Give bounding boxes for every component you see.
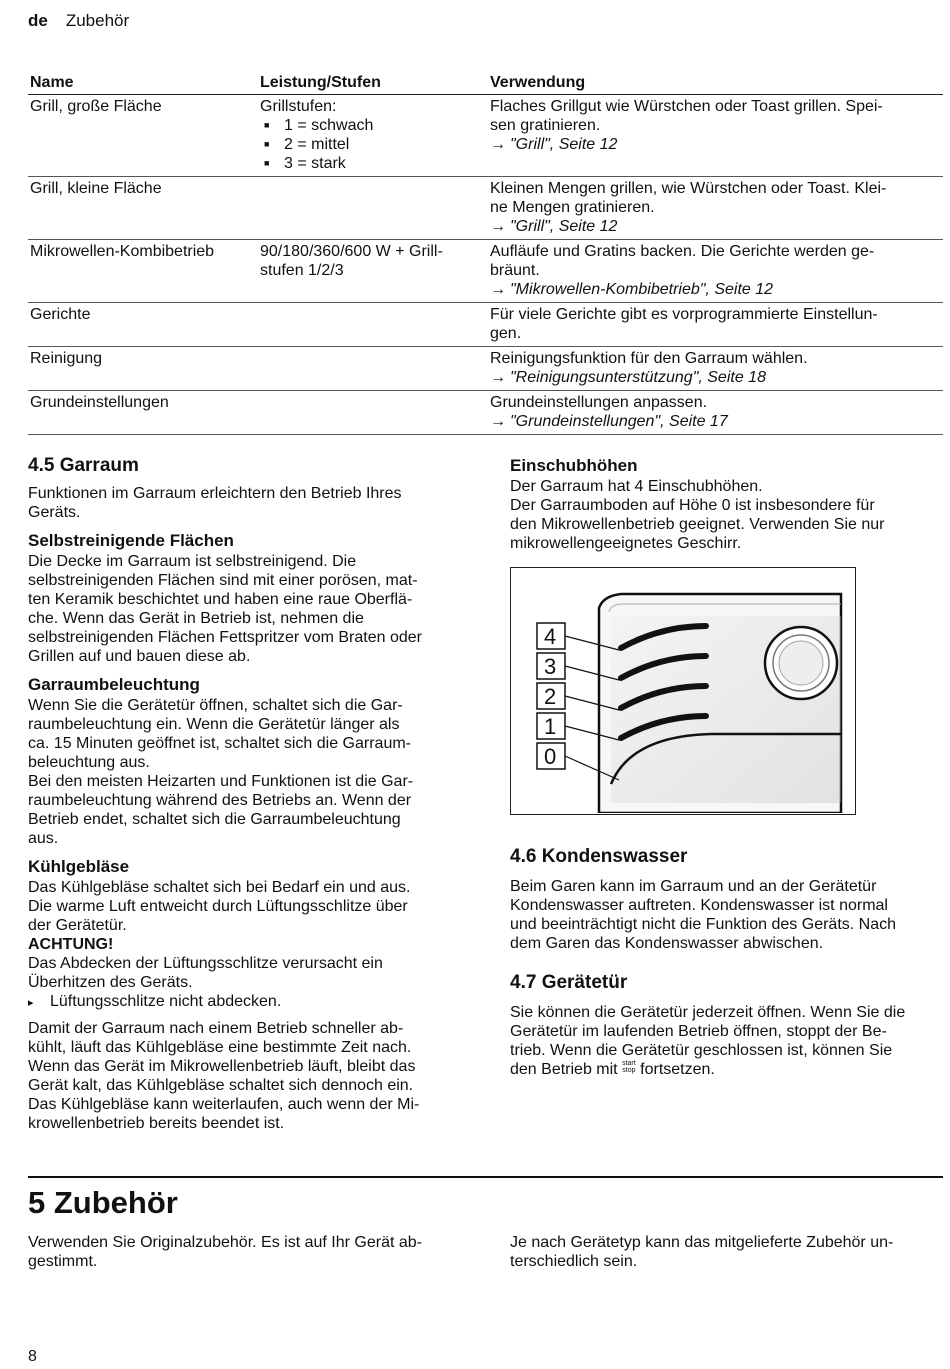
arrow-right-icon: → [490,413,506,430]
page-number: 8 [28,1348,37,1365]
text-line: Kondenswasser auftreten. Kondenswasser ist normal [510,897,888,914]
reference-text: "Mikrowellen-Kombibetrieb", Seite 12 [510,281,774,298]
text-line: mikrowellengeeignetes Geschirr. [510,535,742,552]
table-row [28,177,943,240]
text-line: Das Kühlgebläse schaltet sich bei Bedarf ein und aus. [28,879,411,896]
text-line: Gerätetür im laufenden Betrieb öffnen, stoppt der Be- [510,1023,887,1040]
rack-level-label: 0 [544,744,557,769]
list-item: ■ 3 = stark [264,154,490,173]
rack-level-label: 2 [544,684,557,709]
use-line: Reinigungsfunktion für den Garraum wählen. [490,350,808,367]
cross-reference[interactable] [490,280,943,299]
chapter-left-text [28,1233,468,1271]
chapter-right-text [510,1233,950,1271]
text-line: Beim Garen kann im Garraum und an der Gerätetür [510,878,877,895]
text-line: raumbeleuchtung ein. Wenn die Gerätetür länger als [28,716,400,733]
row-use [490,349,943,387]
power-line: 90/180/360/600 W + Grill- [260,243,443,260]
cooling-fan-title: Kühlgebläse [28,857,130,876]
row-use [490,179,943,236]
text-line: dem Garen das Kondenswasser abwischen. [510,935,824,952]
text-line: Geräts. [28,504,81,521]
text-line: Wenn das Gerät im Mikrowellenbetrieb läuft, bleibt das [28,1058,416,1075]
warning-label: ACHTUNG! [28,936,114,953]
cross-reference[interactable] [490,368,943,387]
right-column [510,455,950,553]
column-header-use: Verwendung [490,74,586,91]
row-power [260,179,490,236]
warning-step: ▸ Lüftungsschlitze nicht abdecken. [28,992,468,1013]
text-line: Der Garraumboden auf Höhe 0 ist insbesondere für [510,497,875,514]
section-4-7-title: 4.7 Gerätetür [510,972,628,993]
row-use [490,393,943,431]
use-line: gen. [490,325,522,342]
reference-text: "Grill", Seite 12 [510,218,618,235]
text-line: beleuchtung aus. [28,754,150,771]
column-header-power: Leistung/Stufen [260,74,381,91]
table-row [28,95,943,177]
page-header [28,11,129,31]
text-line: Bei den meisten Heizarten und Funktionen ist die Gar- [28,773,414,790]
text-fragment: fortsetzen. [640,1061,715,1078]
use-line: Grundeinstellungen anpassen. [490,394,708,411]
rack-level-label: 3 [544,654,557,679]
text-line: Das Kühlgebläse kann weiterlaufen, auch wenn der Mi- [28,1096,420,1113]
text-line: und beeinträchtigt nicht die Funktion des Geräts. Nach [510,916,896,933]
text-line: Überhitzen des Geräts. [28,974,193,991]
language-code: de [28,11,48,30]
list-item: ■ 2 = mittel [264,135,490,154]
text-line: raumbeleuchtung während des Betriebs an. Wenn der [28,792,412,809]
column-header-name: Name [30,74,74,91]
row-name: Gerichte [30,306,91,323]
table-row [28,303,943,347]
reference-text: "Grill", Seite 12 [510,136,618,153]
row-name: Grill, große Fläche [30,98,162,115]
arrow-right-icon: → [490,281,506,298]
table-row [28,240,943,303]
text-line: den Mikrowellenbetrieb geeignet. Verwenden Sie nur [510,516,885,533]
row-power [260,393,490,431]
reference-text: "Reinigungsunterstützung", Seite 18 [510,369,766,386]
text-line: terschiedlich sein. [510,1253,638,1270]
row-power [260,97,490,173]
text-line: Wenn Sie die Gerätetür öffnen, schaltet sich die Gar- [28,697,403,714]
row-power [260,349,490,387]
row-name: Grundeinstellungen [30,394,169,411]
rack-level-label: 4 [544,624,557,649]
use-line: Für viele Gerichte gibt es vorprogrammierte Einstellun- [490,306,878,323]
text-line: Grillen auf und bauen diese ab. [28,648,251,665]
arrow-right-icon: → [490,369,506,386]
power-label: Grillstufen: [260,98,337,115]
text-line: trieb. Wenn die Gerätetür geschlossen ist, können Sie [510,1042,893,1059]
use-line: sen gratinieren. [490,117,601,134]
reference-text: "Grundeinstellungen", Seite 17 [510,413,728,430]
header-title: Zubehör [65,11,130,30]
use-line: bräunt. [490,262,540,279]
section-4-6-title: 4.6 Kondenswasser [510,846,688,867]
text-line: Damit der Garraum nach einem Betrieb schneller ab- [28,1020,404,1037]
text-line: selbstreinigenden Flächen Fettspritzer vom Braten oder [28,629,422,646]
text-line: Die Decke im Garraum ist selbstreinigend. Die [28,553,357,570]
row-name: Mikrowellen-Kombibetrieb [30,243,215,260]
oven-rack-levels-figure [510,567,856,815]
self-cleaning-title: Selbstreinigende Flächen [28,531,234,550]
arrow-right-icon: → [490,136,506,153]
text-line: Verwenden Sie Originalzubehör. Es ist auf Ihr Gerät ab- [28,1234,422,1251]
functions-table [28,70,943,435]
use-line: Aufläufe und Gratins backen. Die Gerichte werden ge- [490,243,875,260]
text-line: Je nach Gerätetyp kann das mitgelieferte Zubehör un- [510,1234,894,1251]
row-name: Grill, kleine Fläche [30,180,162,197]
text-line: Gerät kalt, das Kühlgebläse schaltet sich dennoch ein. [28,1077,414,1094]
oven-cavity-illustration [511,568,854,813]
grill-levels-list [260,116,490,173]
text-line: Der Garraum hat 4 Einschubhöhen. [510,478,763,495]
use-line: Kleinen Mengen grillen, wie Würstchen oder Toast. Klei- [490,180,887,197]
start-stop-icon [622,1060,636,1074]
rack-level-label: 1 [544,714,557,739]
section-4-5-title: 4.5 Garraum [28,455,139,476]
start-label: start [622,1060,636,1067]
cross-reference[interactable] [490,217,943,236]
arrow-right-icon: → [490,218,506,235]
rack-levels-title: Einschubhöhen [510,456,638,475]
text-line: ten Keramik beschichtet und haben eine raue Oberflä- [28,591,413,608]
text-line: Das Abdecken der Lüftungsschlitze verursacht ein [28,955,383,972]
text-fragment: den Betrieb mit [510,1061,618,1078]
row-power [260,305,490,343]
text-line: Funktionen im Garraum erleichtern den Betrieb Ihres [28,485,402,502]
text-line [510,1060,950,1079]
stop-label: stop [622,1067,636,1074]
chapter-title: 5 Zubehör [28,1185,178,1220]
list-item: ■ 1 = schwach [264,116,490,135]
cross-reference[interactable] [490,135,943,154]
text-line: aus. [28,830,59,847]
lighting-title: Garraumbeleuchtung [28,675,200,694]
text-line: gestimmt. [28,1253,98,1270]
power-line: stufen 1/2/3 [260,262,344,279]
row-use [490,305,943,343]
text-line: Betrieb endet, schaltet sich die Garraumbeleuchtung [28,811,401,828]
text-line: krowellenbetrieb bereits beendet ist. [28,1115,285,1132]
text-line: Sie können die Gerätetür jederzeit öffnen. Wenn Sie die [510,1004,906,1021]
row-use [490,242,943,299]
table-header [28,70,943,95]
right-column-lower [510,845,950,1079]
chapter-divider [28,1176,943,1178]
text-line: der Gerätetür. [28,917,127,934]
row-name: Reinigung [30,350,103,367]
use-line: ne Mengen gratinieren. [490,199,655,216]
left-column [28,454,468,1133]
text-line: selbstreinigenden Flächen sind mit einer porösen, mat- [28,572,418,589]
row-power [260,242,490,299]
table-row [28,391,943,435]
table-row [28,347,943,391]
text-line: kühlt, läuft das Kühlgebläse eine bestimmte Zeit nach. [28,1039,412,1056]
text-line: ca. 15 Minuten geöffnet ist, schaltet sich die Garraum- [28,735,412,752]
use-line: Flaches Grillgut wie Würstchen oder Toast grillen. Spei- [490,98,883,115]
row-use [490,97,943,173]
cross-reference[interactable] [490,412,943,431]
text-line: che. Wenn das Gerät in Betrieb ist, nehmen die [28,610,364,627]
text-line: Die warme Luft entweicht durch Lüftungsschlitze über [28,898,408,915]
